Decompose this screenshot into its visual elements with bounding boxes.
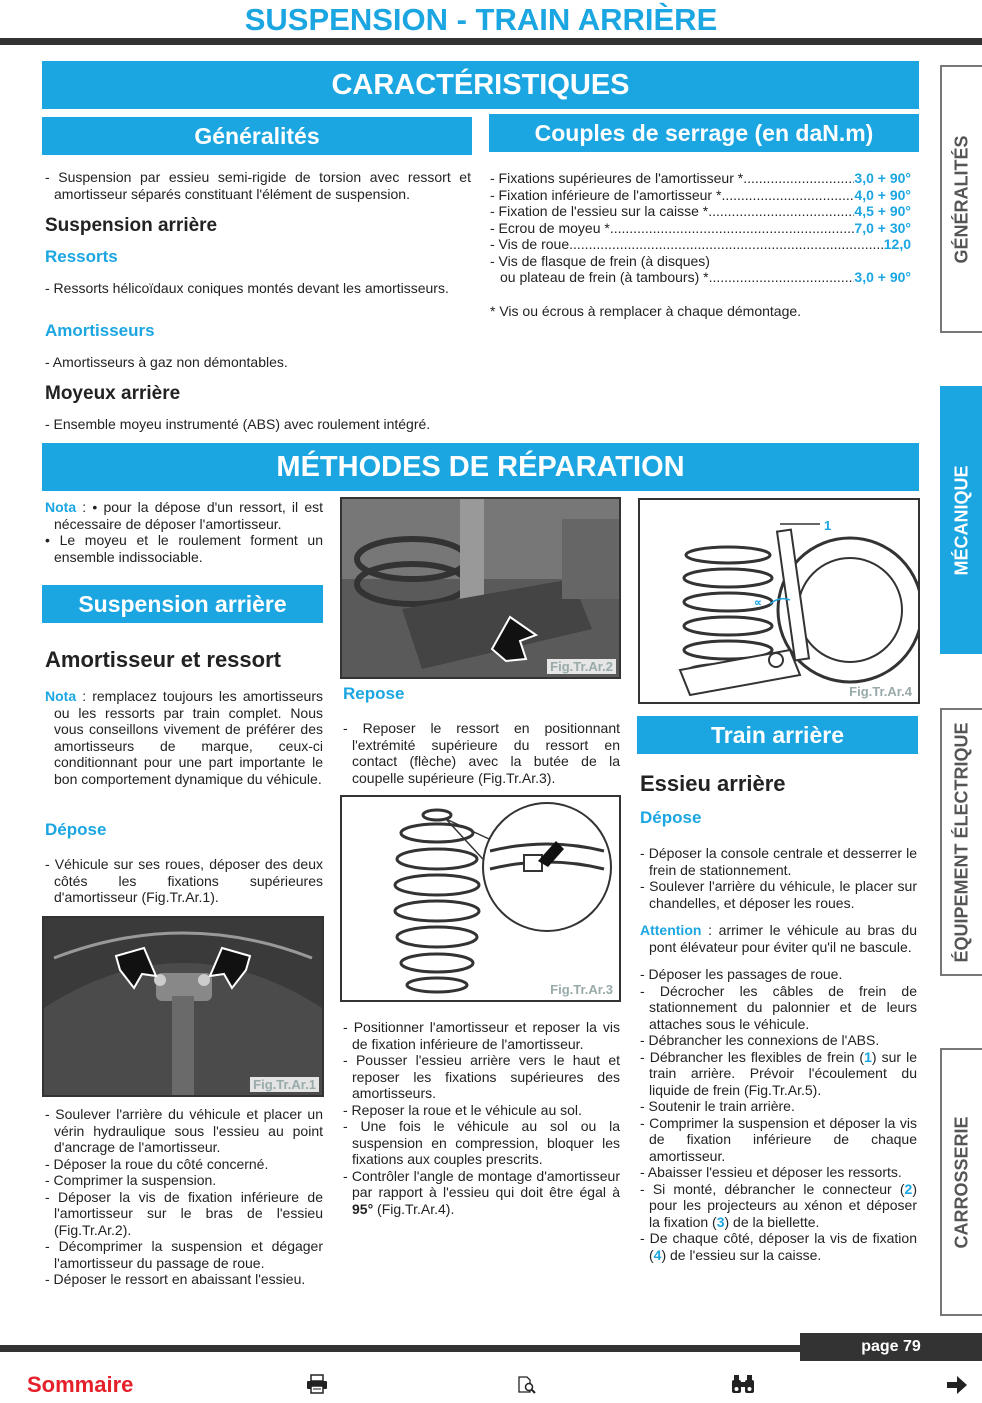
tab-equipement-electrique[interactable]	[940, 708, 982, 976]
moyeux-heading: Moyeux arrière	[45, 383, 181, 404]
page-title: SUSPENSION - TRAIN ARRIÈRE	[244, 2, 718, 37]
nota-text: : • pour la dépose d'un ressort, il est nécessaire de déposer l'amortisseur.	[54, 499, 323, 532]
couples-bar: Couples de serrage (en daN.m)	[489, 114, 919, 152]
callout-1: 1	[824, 518, 832, 533]
torque-row: - Fixation de l'essieu sur la caisse * ..... 4,5 + 90°	[490, 203, 911, 220]
page-number: page 79	[800, 1333, 982, 1361]
list-item: - Abaisser l'essieu et déposer les ressorts.	[640, 1164, 902, 1180]
attention-text: : arrimer le véhicule au bras du pont élévateur pour éviter qu'il ne bascule.	[649, 922, 917, 955]
figure-tr-ar-4	[638, 498, 920, 704]
list-item: - Soulever l'arrière du véhicule et placer un vérin hydraulique sous l'essieu au point d'ancrage de l'amortisseur.	[45, 1106, 323, 1155]
repose-steps	[343, 1019, 620, 1217]
depose-text-1: - Véhicule sur ses roues, déposer des deux côtés les fixations supérieures d'amortisseur (Fig.Tr.Ar.1).	[45, 856, 323, 905]
ressorts-text: - Ressorts hélicoïdaux coniques montés devant les amortisseurs.	[45, 280, 449, 296]
depose-steps-1	[45, 1106, 323, 1288]
list-item: - Soutenir le train arrière.	[640, 1098, 795, 1114]
generalites-intro: - Suspension par essieu semi-rigide de torsion avec ressort et amortisseur séparés constituant l'élément de suspension.	[45, 169, 471, 202]
tab-label: GÉNÉRALITÉS	[951, 134, 972, 264]
torque-row: - Ecrou de moyeu * ..... 7,0 + 30°	[490, 220, 911, 237]
amortisseur-ressort-heading: Amortisseur et ressort	[45, 647, 281, 672]
list-item: - Comprimer la suspension.	[45, 1172, 217, 1188]
list-item: - De chaque côté, déposer la vis de fixation (4) de l'essieu sur la caisse.	[640, 1230, 917, 1263]
list-item: - Débrancher les flexibles de frein (1) sur le train arrière. Prévoir l'écoulement du liquide de frein (Fig.Tr.Ar.5).	[640, 1048, 917, 1098]
list-item: - Comprimer la suspension et déposer la vis de fixation inférieure de chaque amortisseur.	[640, 1114, 917, 1164]
section-methodes: MÉTHODES DE RÉPARATION	[42, 443, 919, 491]
nota2-label: Nota	[45, 688, 77, 704]
nota2-paragraph	[45, 688, 323, 787]
list-item: - Si monté, débrancher le connecteur (2) pour les projecteurs au xénon et déposer la fixation (3) de la biellette.	[640, 1180, 917, 1230]
suspension-arriere-bar: Suspension arrière	[42, 585, 323, 623]
list-item: - Déposer la console centrale et desserrer le frein de stationnement.	[640, 845, 917, 878]
figure-tr-ar-3	[340, 795, 621, 1002]
tab-label: CARROSSERIE	[951, 1115, 972, 1249]
list-item: - Déposer la roue du côté concerné.	[45, 1155, 269, 1172]
generalites-bar: Généralités	[42, 117, 472, 155]
tab-label: ÉQUIPEMENT ÉLECTRIQUE	[951, 721, 972, 963]
angle-symbol: ∝	[754, 597, 762, 609]
torque-row: - Vis de roue ..... 12,0	[490, 236, 911, 253]
tab-label: MÉCANIQUE	[951, 464, 972, 576]
list-item: - Débrancher les connexions de l'ABS.	[640, 1032, 880, 1048]
essieu-steps	[640, 845, 917, 1263]
figure-tr-ar-1	[42, 916, 324, 1097]
ressorts-heading: Ressorts	[45, 247, 118, 266]
print-icon[interactable]	[306, 1374, 328, 1399]
list-item: - Une fois le véhicule au sol ou la suspension en compression, bloquer les fixations aux couples prescrits.	[343, 1118, 620, 1167]
axle-angle-diagram	[640, 500, 918, 702]
nota-paragraph	[45, 499, 323, 532]
train-arriere-bar: Train arrière	[637, 716, 918, 754]
torque-note: * Vis ou écrous à remplacer à chaque démontage.	[490, 303, 802, 319]
list-item: - Décrocher les câbles de frein de stationnement du palonnier et de leurs attaches sous le véhicule.	[640, 982, 917, 1032]
amortisseurs-text: - Amortisseurs à gaz non démontables.	[45, 354, 288, 370]
header-divider	[0, 38, 982, 45]
figure-label: Fig.Tr.Ar.4	[846, 684, 915, 699]
depose-heading-3: Dépose	[640, 808, 702, 827]
amortisseurs-heading: Amortisseurs	[45, 321, 155, 340]
list-item: - Décomprimer la suspension et dégager l'amortisseur du passage de roue.	[45, 1238, 323, 1271]
list-item: - Soulever l'arrière du véhicule, le placer sur chandelles, et déposer les roues.	[640, 878, 917, 911]
depose-heading-1: Dépose	[45, 820, 107, 839]
nota2-text: : remplacez toujours les amortisseurs ou les ressorts par train complet. Nous vous conseillons vivement de préférer des amortisseurs de marque, ceux-ci conditionnant pour une part importante le bon comportement dynamique du véhicule.	[54, 688, 323, 787]
spring-diagram	[342, 797, 619, 1000]
list-item: - Pousser l'essieu arrière vers le haut et reposer les fixations supérieures des amortisseurs.	[343, 1052, 620, 1101]
nota-label: Nota	[45, 499, 77, 515]
generalites-block	[45, 169, 471, 202]
list-item: - Déposer les passages de roue.	[640, 966, 843, 982]
figure-label: Fig.Tr.Ar.3	[547, 982, 616, 997]
repose-heading: Repose	[343, 684, 405, 703]
tab-carrosserie[interactable]	[940, 1048, 982, 1316]
section-caracteristiques: CARACTÉRISTIQUES	[42, 61, 919, 109]
attention-paragraph	[640, 922, 917, 955]
lower-mount-photo	[342, 499, 619, 677]
list-item: - Contrôler l'angle de montage d'amortisseur par rapport à l'essieu qui doit être égal à 95° (Fig.Tr.Ar.4).	[343, 1167, 620, 1217]
repose-text: - Reposer le ressort en positionnant l'extrémité supérieure du ressort en contact (flèche) avec la butée de la coupelle supérieure (Fig.Tr.Ar.3).	[343, 720, 620, 786]
list-item: - Déposer le ressort en abaissant l'essieu.	[45, 1271, 306, 1287]
next-page-arrow-icon[interactable]	[946, 1375, 968, 1400]
nota-text-2: • Le moyeu et le roulement forment un ensemble indissociable.	[45, 532, 323, 565]
binoculars-icon[interactable]	[730, 1374, 756, 1399]
essieu-heading: Essieu arrière	[640, 771, 786, 796]
figure-label: Fig.Tr.Ar.1	[250, 1077, 319, 1092]
torque-row: - Fixations supérieures de l'amortisseur * ..... 3,0 + 90°	[490, 170, 911, 187]
figure-label: Fig.Tr.Ar.2	[547, 659, 616, 674]
torque-row-frein-1: - Vis de flasque de frein (à disques)	[490, 252, 710, 269]
list-item: - Reposer la roue et le véhicule au sol.	[343, 1101, 582, 1118]
tab-generalites[interactable]	[940, 65, 982, 333]
tab-mecanique[interactable]	[940, 386, 982, 654]
moyeux-text: - Ensemble moyeu instrumenté (ABS) avec roulement intégré.	[45, 416, 431, 432]
shock-mount-photo	[44, 918, 322, 1095]
figure-tr-ar-2	[340, 497, 621, 679]
search-page-icon[interactable]	[517, 1376, 537, 1399]
list-item: - Déposer la vis de fixation inférieure de l'amortisseur sur le bras de l'essieu (Fig.Tr.Ar.2).	[45, 1188, 323, 1238]
torque-row: - Fixation inférieure de l'amortisseur * ..... 4,0 + 90°	[490, 187, 911, 204]
torque-list	[490, 170, 911, 286]
list-item: - Positionner l'amortisseur et reposer la vis de fixation inférieure de l'amortisseur.	[343, 1019, 620, 1052]
attention-label: Attention	[640, 922, 702, 938]
suspension-arriere-heading: Suspension arrière	[45, 215, 218, 236]
sommaire-link[interactable]: Sommaire	[27, 1372, 134, 1397]
torque-row-frein-2: ou plateau de frein (à tambours) * ..... 3,0 + 90°	[490, 269, 911, 286]
